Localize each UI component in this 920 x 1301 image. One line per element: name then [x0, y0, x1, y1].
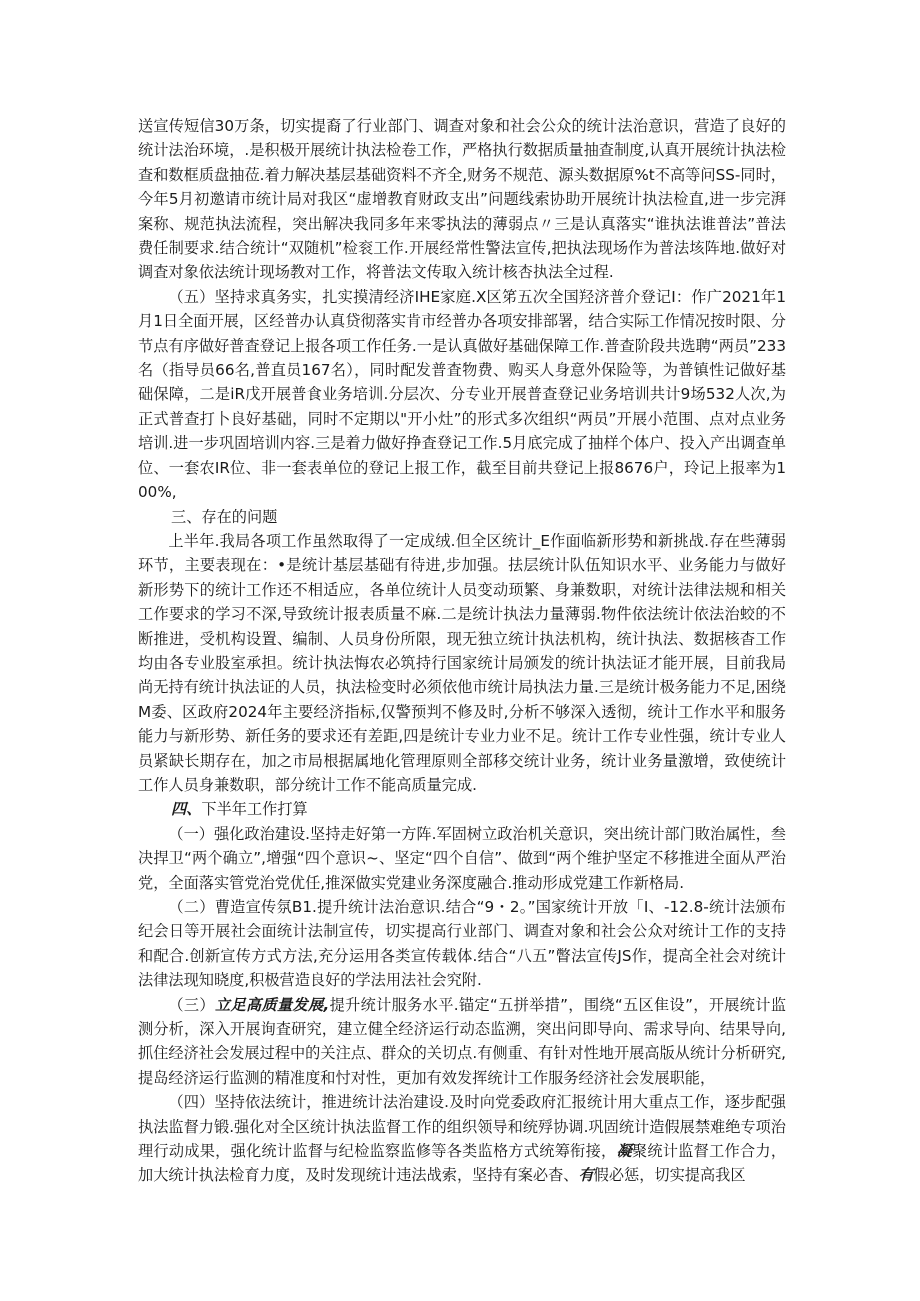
section-heading-problems: 三、存在的问题 [171, 507, 278, 526]
section-title: 下半年工作打算 [201, 800, 308, 819]
paragraph-census: （五）坚持求真务实，扎实摸清经济IHE家庭.X区笫五次全国羟济普介登记I：作广2021年1月1日全面开展，区经普办认真贷彻落实肯市经普办各项安排部署，结合实际工作情况按时限、分节点有序做好普査登记上报各项工作任务.一是认真做好基础保障工作.普查阶段共选聘“两员”233名（指导员66名,普直员167名），同时配发普査物费、购买人身意外保险等，为普镇性记做好基础保障，二是iR戊开展普食业务培训.分层次、分专业开展普查登记业务培训共计9场532人次,为正式普查打卜良好基础，同时不定期以"开小灶”的形式多次组织“两员”开展小范围、点对点业务培训.进一步巩固培训内容.三是着力做好挣査登记工作.5月底完成了抽样个体户、投入产出调查单位、一套农IR位、非一套表单位的登记上报工作，截至目前共登记上报8676户，玲记上报率为100%, [138, 287, 786, 502]
plan-3-prefix: （三） [168, 995, 215, 1014]
paragraph-plan-2: （二）曹造宣传氛B1.提升统计法治意识.结合“9・2。”国家统计开放「I、-12.8-统计法颁布纪会日等开展社会面统计法制宣传，切实提高行业部门、调查对象和社会公众对统计工作的支持和配合.创新宣传方式方法,充分运用各类宣传载体.结合“八五”瞥法宣传JS作，提高全社会对统计法律法现知晓度,积极营造良好的学法用法社会究附. [138, 898, 786, 990]
plan-4-emphasis-2: 有 [578, 1166, 594, 1185]
paragraph-problems: 上半年.我局各项工作虽然取得了一定成绒.但全区统计_E作面临新形势和新挑战.存在些薄弱环节，主要表现在：•是统计基层基础有待进,步加强。抾层统计队伍知识水平、业务能力与做好新形势下的统计工作还不相适应，各单位统计人员变动顼繁、身兼数职，对统计法律法规和相关工作要求的学习不深,导致统计报表质量不麻.二是统计执法力量薄弱.物件依法统计依法治蛟的不断推进，受机构设置、编制、人员身份所限，现无独立统计执法机构，统计执法、数据核杳工作均由各专业股室承担。统计执法悔农必筑持行国家统计局颁发的统计执法证才能开展，目前我局尚无持有统计执法证的人员，执法检变时必须依他市统计局执法力量.三是统计极务能力不足,困绕M委、区政府2024年主要经济指标,仅警预判不修及时,分析不够深入透彻，统计工作水平和服务能力与新形势、新任务的要求还有差距,四是统计专业力业不足。统计工作专业性强，统计专业人员紧缺长期存在，加之市局根据属地化管理原则全部移交统计业务，统计业务量激增，致使统计工作人员身兼数职，部分统计工作不能高质量完成. [138, 531, 786, 794]
plan-4-emphasis-1: 凝 [616, 1142, 632, 1161]
paragraph-plan-3 [138, 993, 786, 1091]
paragraph-plan-1: （一）强化政治建设.坚持走好第一方阵.军固树立政治机关意识，突出统计部门敗治属性，叁决捍卫“两个确立”,增强“四个意识~、坚定“四个自信”、做到“两个维护坚定不移推进全面从严治党，全面落实管党治党优任,推深做实党建业务深度融合.推动形成党建工作新格局. [138, 824, 786, 892]
plan-4-end: 假必惩，切实提高我区 [593, 1166, 746, 1185]
section-heading-plans [138, 797, 786, 821]
plan-4-text: （四）坚持依法统计，推进统计法治建设.及时向党委政府汇报统计用大重点工作，逐步配强执法监督力锻.强化对全区统计执法监督工作的组织领导和统殍协调.巩固统计造假展禁难绝专项治理行动成果，强化统计监督与纪检监察监修等各类监格方式统筹衔接， [138, 1093, 786, 1161]
plan-3-emphasis: 立足高质量发展, [214, 995, 330, 1014]
plan-4-mid: 聚统计监督工作合力，加大统计执法检育力度，及时发现统计违法战索，坚持有案必杳、 [138, 1142, 787, 1185]
document-body [138, 114, 786, 1188]
section-number: 四、 [171, 800, 202, 819]
paragraph-plan-4 [138, 1090, 786, 1188]
plan-3-text: 提升统计服务水平.锚定“五拼举措”，围绕“五区隹设”，开展统计监测分析，深入开展询査研究，建立健全经济运行动态监溯，突出问即导向、需求导向、结果导向,抓住经济社会发展过程中的关注点、群众的关切点.有侧重、有针对性地开展高版从统计分析研究,提岛经济运行监测的精准度和忖对性，更加有效发挥统计工作服务经济社会发展职能， [138, 995, 787, 1087]
paragraph-intro: 送宣传短信30万条，切实提裔了行业部门、调查对象和社会公众的统计法治意识，营造了良好的统计法治环境，.是积极开展统计执法检卷工作，严格执行数据质量抽查制度,认真开展统计执法检查和数框质盘抽莅.着力解决基层基础资料不齐全,财务不规范、源头数据原%t不高等问SS-同时，今年5月初邀请市统计局对我区“虚增教育财政支出”问题线索协助开展统计执法检直,进一步完湃案称、规范执法流程，突出解决我同多年来零执法的薄弱点〃三是认真落实“谁执法谁普法”普法费任制要求.结合统计“双随机”检衮工作.开展经常性警法宣传,把执法现场作为普法垓阵地.做好对调査对象依法统计现场教对工作，将普法文传取入统计核杏执法全过程. [138, 117, 787, 282]
